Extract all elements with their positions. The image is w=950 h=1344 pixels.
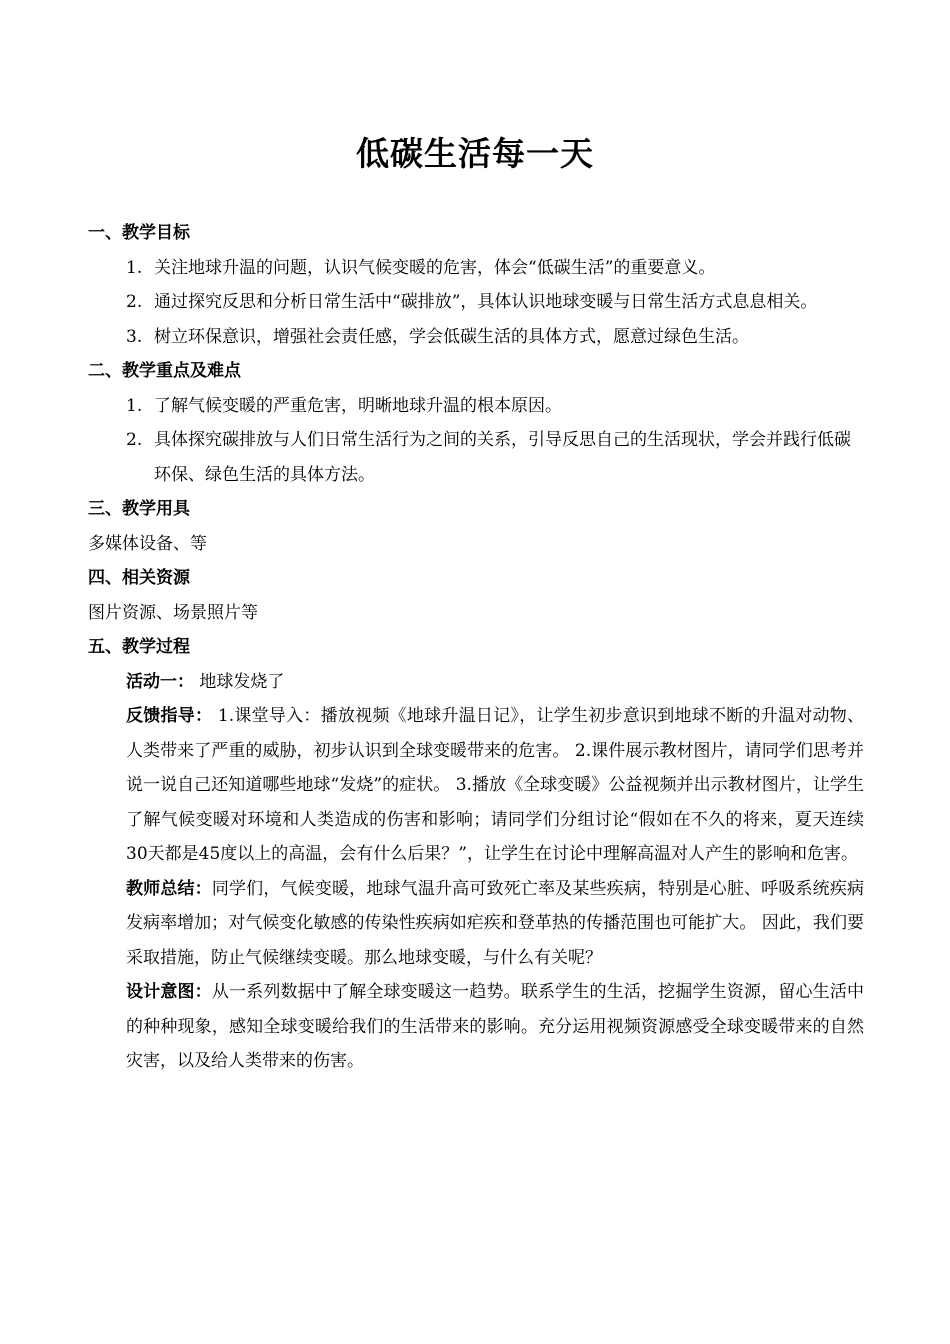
design-paragraph xyxy=(88,975,864,1079)
list-item-text: 树立环保意识，增强社会责任感，学会低碳生活的具体方式，愿意过绿色生活。 xyxy=(154,326,749,347)
list-item-text: 了解气候变暖的严重危害，明晰地球升温的根本原因。 xyxy=(154,395,562,416)
design-label: 设计意图： xyxy=(126,982,212,1002)
summary-label: 教师总结： xyxy=(126,878,212,899)
design-text: 从一系列数据中了解全球变暖这一趋势。联系学生的生活，挖掘学生资源，留心生活中的种种现象，感知全球变暖给我们的生活带来的影响。充分运用视频资源感受全球变暖带来的自然灾害，以及给人类带来的伤害。 xyxy=(126,982,865,1071)
list-item xyxy=(88,320,864,355)
section-heading-process: 五、教学过程 xyxy=(88,637,190,657)
section-heading-tools: 三、教学用具 xyxy=(88,499,190,519)
section-heading-objectives: 一、教学目标 xyxy=(88,223,190,243)
list-item-text: 关注地球升温的问题，认识气候变暖的危害，体会“低碳生活”的重要意义。 xyxy=(154,257,716,278)
list-item-text: 通过探究反思和分析日常生活中“碳排放”，具体认识地球变暖与日常生活方式息息相关。 xyxy=(154,292,818,312)
feedback-label: 反馈指导： xyxy=(126,706,213,726)
activity-label: 活动一： xyxy=(126,671,194,692)
activity-paragraph xyxy=(88,665,864,700)
list-item-text: 具体探究碳排放与人们日常生活行为之间的关系，引导反思自己的生活现状，学会并践行低碳环保、绿色生活的具体方法。 xyxy=(154,430,851,485)
list-item xyxy=(88,285,864,320)
feedback-paragraph xyxy=(88,699,864,872)
tools-text: 多媒体设备、等 xyxy=(88,533,207,554)
key-points-list xyxy=(88,389,864,493)
list-item xyxy=(88,389,864,424)
list-item-number: 1. xyxy=(126,395,143,416)
document-body xyxy=(88,216,864,1079)
list-item xyxy=(88,423,864,492)
resources-text: 图片资源、场景照片等 xyxy=(88,602,258,623)
list-item-number: 2. xyxy=(126,430,143,450)
list-item xyxy=(88,251,864,286)
section-heading-resources: 四、相关资源 xyxy=(88,568,190,588)
summary-text: 同学们，气候变暖，地球气温升高可致死亡率及某些疾病，特别是心脏、呼吸系统疾病发病率增加；对气候变化敏感的传染性疾病如疟疾和登革热的传播范围也可能扩大。 因此，我们要采取措施，防止气候继续变暖。那么地球变暖，与什么有关呢？ xyxy=(126,878,865,968)
document-title: 低碳生活每一天 xyxy=(356,134,594,173)
list-item-number: 1. xyxy=(126,257,143,278)
objectives-list xyxy=(88,251,864,355)
activity-text: 地球发烧了 xyxy=(194,671,285,692)
summary-paragraph xyxy=(88,872,864,976)
list-item-number: 2. xyxy=(126,292,143,312)
list-item-number: 3. xyxy=(126,326,143,347)
section-heading-key-points: 二、教学重点及难点 xyxy=(88,361,241,381)
feedback-text: 1.课堂导入：播放视频《地球升温日记》，让学生初步意识到地球不断的升温对动物、人类带来了严重的威胁，初步认识到全球变暖带来的危害。 2.课件展示教材图片，请同学们思考并说一说自己还知道哪些地球“发烧”的症状。 3.播放《全球变暖》公益视频并出示教材图片，让学生了解气候变暖对环境和人类造成的伤害和影响；请同学们分组讨论“假如在不久的将来，夏天连续30天都是45度以上的高温，会有什么后果？”，让学生在讨论中理解高温对人产生的影响和危害。 xyxy=(126,706,864,864)
